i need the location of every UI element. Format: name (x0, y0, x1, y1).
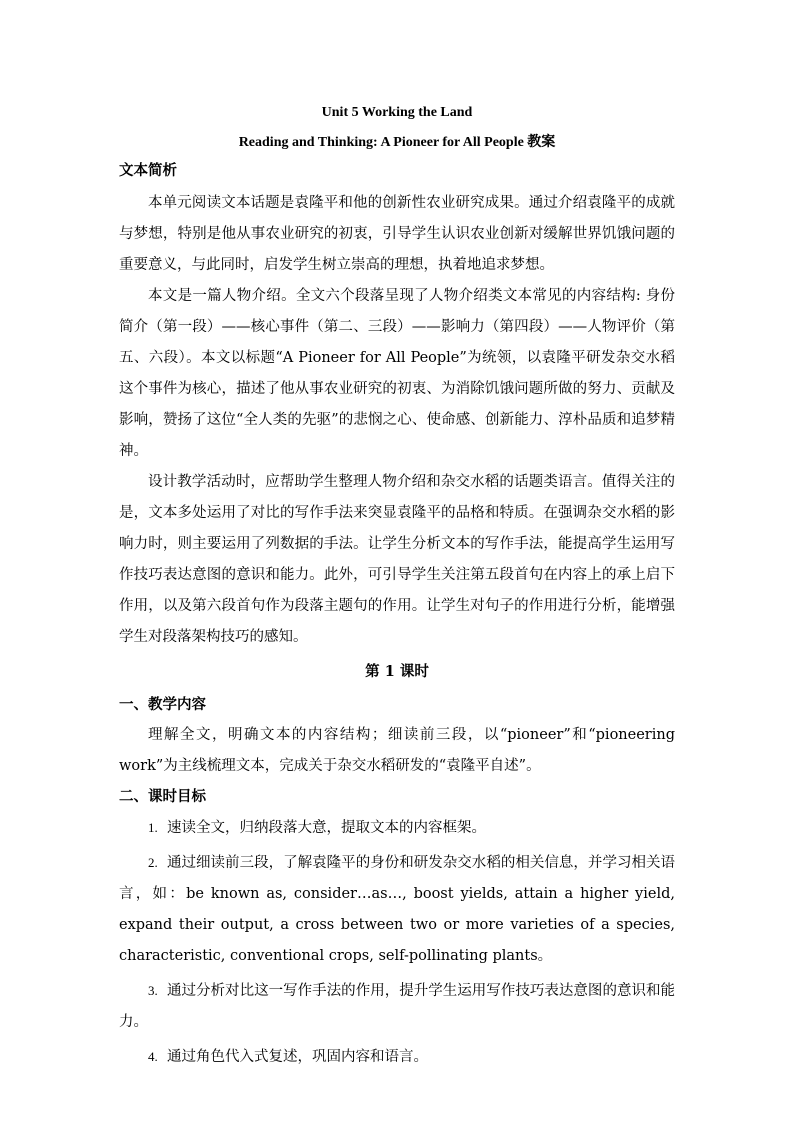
teaching-content-text: 理解全文，明确文本的内容结构；细读前三段，以“pioneer”和“pioneering work”为主线梳理文本，完成关于杂交水稻研发的“袁隆平自述”。 (119, 727, 675, 774)
lesson-goals-heading: 二、课时目标 (119, 788, 206, 805)
teaching-content-heading: 一、教学内容 (119, 696, 206, 713)
unit-title: Unit 5 Working the Land (321, 105, 473, 120)
goal-item-number: 3. (148, 983, 158, 998)
goal-item-3 (119, 975, 675, 1038)
analysis-paragraph-1: 本单元阅读文本话题是袁隆平和他的创新性农业研究成果。通过介绍袁隆平的成就与梦想，特别是他从事农业研究的初衷，引导学生认识农业创新对缓解世界饥饿问题的重要意义，与此同时，启发学生树立崇高的理想，执着地追求梦想。 (119, 195, 675, 273)
goal-item-text: 通过细读前三段，了解袁隆平的身份和研发杂交水稻的相关信息，并学习相关语言，如：be known as, consider…as…, boost yields, attain a higher yield, expand their output, a cross between two or more varieties of a species, characteristic, conventional crops, self-pollinating plants。 (119, 855, 675, 964)
goal-item-4 (119, 1041, 675, 1073)
analysis-paragraph-3: 设计教学活动时，应帮助学生整理人物介绍和杂交水稻的话题类语言。值得关注的是，文本多处运用了对比的写作手法来突显袁隆平的品格和特质。在强调杂交水稻的影响力时，则主要运用了列数据的手法。让学生分析文本的写作手法，能提高学生运用写作技巧表达意图的意识和能力。此外，可引导学生关注第五段首句在内容上的承上启下作用，以及第六段首句作为段落主题句的作用。让学生对句子的作用进行分析，能增强学生对段落架构技巧的感知。 (119, 474, 675, 645)
goal-item-text: 速读全文，归纳段落大意，提取文本的内容框架。 (166, 820, 486, 836)
section-heading-text-analysis: 文本简析 (119, 162, 177, 179)
document-page (119, 100, 675, 1073)
goal-item-text: 通过分析对比这一写作手法的作用，提升学生运用写作技巧表达意图的意识和能力。 (119, 983, 675, 1030)
goal-item-2 (119, 847, 675, 972)
goal-item-number: 4. (148, 1049, 158, 1064)
lesson1-heading: 第 1 课时 (365, 663, 429, 680)
analysis-paragraph-2: 本文是一篇人物介绍。全文六个段落呈现了人物介绍类文本常见的内容结构: 身份简介（第一段）——核心事件（第二、三段）——影响力（第四段）——人物评价（第五、六段）。本文以标题“A Pioneer for All People”为统领，以袁隆平研发杂交水稻这个事件为核心，描述了他从事农业研究的初衷、为消除饥饿问题所做的努力、贡献及影响，赞扬了这位“全人类的先驱”的悲悯之心、使命感、创新能力、淳朴品质和追梦精神。 (119, 288, 675, 459)
goal-item-number: 1. (148, 820, 158, 835)
goal-item-text: 通过角色代入式复述，巩固内容和语言。 (166, 1049, 428, 1065)
lesson-title: Reading and Thinking: A Pioneer for All People 教案 (238, 135, 556, 150)
goal-item-1 (119, 812, 675, 844)
goal-item-number: 2. (148, 855, 158, 870)
